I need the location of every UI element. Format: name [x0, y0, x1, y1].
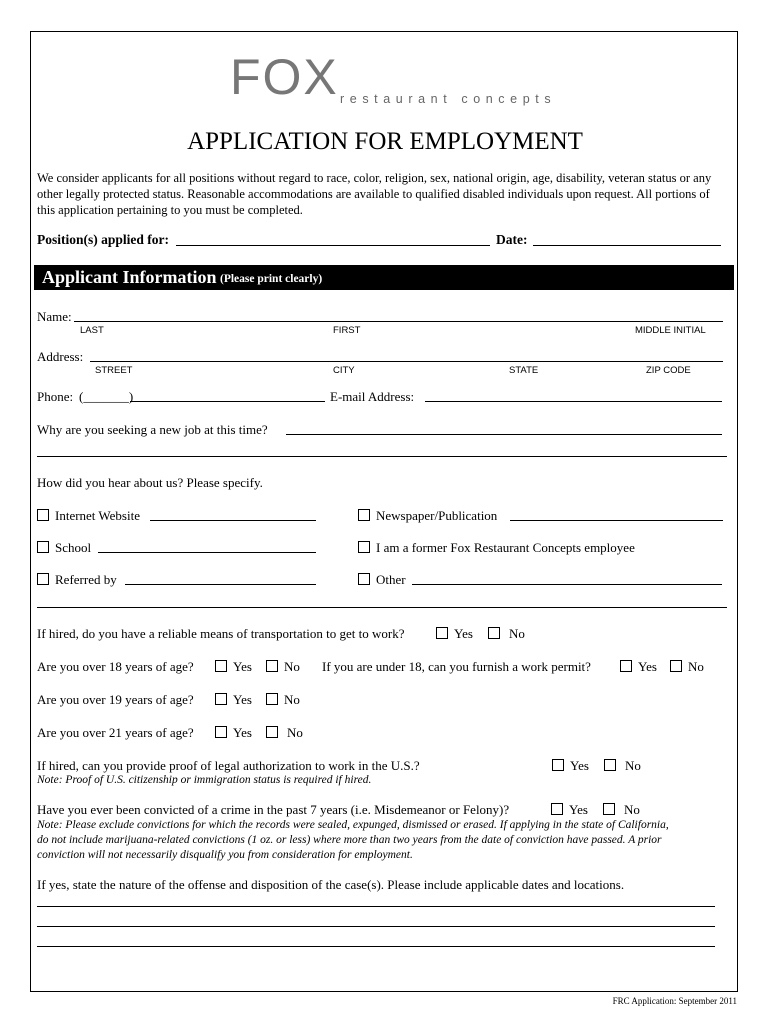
- over-21-no-checkbox[interactable]: [266, 726, 278, 738]
- address-city-caption: CITY: [333, 365, 355, 376]
- over-18-no-checkbox[interactable]: [266, 660, 278, 672]
- crime-question: Have you ever been convicted of a crime in the past 7 years (i.e. Misdemeanor or Felony)?: [37, 802, 510, 817]
- other-label: Other: [376, 572, 406, 587]
- why-label: Why are you seeking a new job at this time?: [37, 422, 268, 437]
- over-19-yes-label: Yes: [233, 692, 252, 707]
- auth-no-label: No: [625, 758, 641, 773]
- internet-label: Internet Website: [55, 508, 140, 523]
- offense-field-line-1[interactable]: [37, 906, 715, 907]
- crime-note-line-2: do not include marijuana-related convictions (1 oz. or less) where more than two years from the date of conviction have passed. A prior: [37, 834, 662, 846]
- logo-tagline: restaurant concepts: [340, 92, 557, 106]
- referred-checkbox[interactable]: [37, 573, 49, 585]
- newspaper-label: Newspaper/Publication: [376, 508, 498, 523]
- auth-note: Note: Proof of U.S. citizenship or immigration status is required if hired.: [37, 774, 372, 786]
- transport-yes-checkbox[interactable]: [436, 627, 448, 639]
- crime-no-label: No: [624, 802, 640, 817]
- school-field[interactable]: [98, 552, 316, 553]
- name-last-caption: LAST: [80, 325, 104, 336]
- footer-text: FRC Application: September 2011: [612, 996, 737, 1006]
- permit-no-label: No: [688, 659, 704, 674]
- logo-brand: FOX: [230, 49, 339, 105]
- phone-label: Phone:: [37, 389, 74, 404]
- address-street-caption: STREET: [95, 365, 133, 376]
- email-label: E-mail Address:: [330, 389, 415, 404]
- over-19-question: Are you over 19 years of age?: [37, 692, 194, 707]
- name-field[interactable]: [74, 321, 723, 322]
- former-employee-label: I am a former Fox Restaurant Concepts employee: [376, 540, 635, 555]
- date-field[interactable]: [533, 245, 721, 246]
- transport-no-checkbox[interactable]: [488, 627, 500, 639]
- hear-question: How did you hear about us? Please specify.: [37, 475, 263, 490]
- address-zip-caption: ZIP CODE: [646, 365, 691, 376]
- referred-label: Referred by: [55, 572, 117, 587]
- other-checkbox[interactable]: [358, 573, 370, 585]
- phone-field[interactable]: [130, 401, 325, 402]
- offense-question: If yes, state the nature of the offense and disposition of the case(s). Please include applicable dates and locations.: [37, 877, 625, 892]
- page-title: APPLICATION FOR EMPLOYMENT: [187, 128, 583, 155]
- phone-area-code: (_______): [79, 389, 134, 404]
- section-heading: Applicant Information: [42, 267, 217, 287]
- over-18-no-label: No: [284, 659, 300, 674]
- address-label: Address:: [37, 349, 84, 364]
- intro-text: We consider applicants for all positions without regard to race, color, religion, sex, national origin, age, disability, veteran status or any other legally protected status. Reasonable accommodations are available to qualified disabled individuals upon request. All portions of this application pertaining to you must be completed.: [37, 171, 712, 217]
- school-label: School: [55, 540, 92, 555]
- referred-field[interactable]: [125, 584, 316, 585]
- name-first-caption: FIRST: [333, 325, 361, 336]
- section-header: [34, 265, 734, 290]
- permit-yes-checkbox[interactable]: [620, 660, 632, 672]
- hear-field-line-2[interactable]: [37, 607, 727, 608]
- over-19-no-checkbox[interactable]: [266, 693, 278, 705]
- over-18-question: Are you over 18 years of age?: [37, 659, 194, 674]
- crime-yes-checkbox[interactable]: [551, 803, 563, 815]
- newspaper-field[interactable]: [510, 520, 723, 521]
- email-field[interactable]: [425, 401, 722, 402]
- permit-yes-label: Yes: [638, 659, 657, 674]
- over-21-yes-checkbox[interactable]: [215, 726, 227, 738]
- over-21-no-label: No: [287, 725, 303, 740]
- permit-no-checkbox[interactable]: [670, 660, 682, 672]
- why-field-line-2[interactable]: [37, 456, 727, 457]
- former-employee-checkbox[interactable]: [358, 541, 370, 553]
- date-label: Date:: [496, 232, 528, 247]
- over-21-yes-label: Yes: [233, 725, 252, 740]
- newspaper-checkbox[interactable]: [358, 509, 370, 521]
- transport-question: If hired, do you have a reliable means of transportation to get to work?: [37, 626, 405, 641]
- internet-checkbox[interactable]: [37, 509, 49, 521]
- over-19-yes-checkbox[interactable]: [215, 693, 227, 705]
- internet-field[interactable]: [150, 520, 316, 521]
- transport-yes-label: Yes: [454, 626, 473, 641]
- position-label: Position(s) applied for:: [37, 232, 170, 247]
- address-state-caption: STATE: [509, 365, 539, 376]
- permit-question: If you are under 18, can you furnish a work permit?: [322, 659, 591, 674]
- offense-field-line-3[interactable]: [37, 946, 715, 947]
- crime-note-line-1: Note: Please exclude convictions for which the records were sealed, expunged, dismissed or erased. If applying in the state of California,: [37, 819, 669, 831]
- other-field[interactable]: [412, 584, 722, 585]
- section-subheading: (Please print clearly): [220, 273, 323, 285]
- address-field[interactable]: [90, 361, 723, 362]
- over-18-yes-label: Yes: [233, 659, 252, 674]
- crime-yes-label: Yes: [569, 802, 588, 817]
- over-21-question: Are you over 21 years of age?: [37, 725, 194, 740]
- school-checkbox[interactable]: [37, 541, 49, 553]
- transport-no-label: No: [509, 626, 525, 641]
- over-19-no-label: No: [284, 692, 300, 707]
- crime-no-checkbox[interactable]: [603, 803, 615, 815]
- offense-field-line-2[interactable]: [37, 926, 715, 927]
- why-field[interactable]: [286, 434, 722, 435]
- name-middle-caption: MIDDLE INITIAL: [635, 325, 706, 336]
- auth-yes-label: Yes: [570, 758, 589, 773]
- auth-no-checkbox[interactable]: [604, 759, 616, 771]
- position-field[interactable]: [176, 245, 490, 246]
- auth-yes-checkbox[interactable]: [552, 759, 564, 771]
- auth-question: If hired, can you provide proof of legal authorization to work in the U.S.?: [37, 758, 420, 773]
- crime-note-line-3: conviction will not necessarily disqualify you from consideration for employment.: [37, 849, 413, 861]
- name-label: Name:: [37, 309, 72, 324]
- over-18-yes-checkbox[interactable]: [215, 660, 227, 672]
